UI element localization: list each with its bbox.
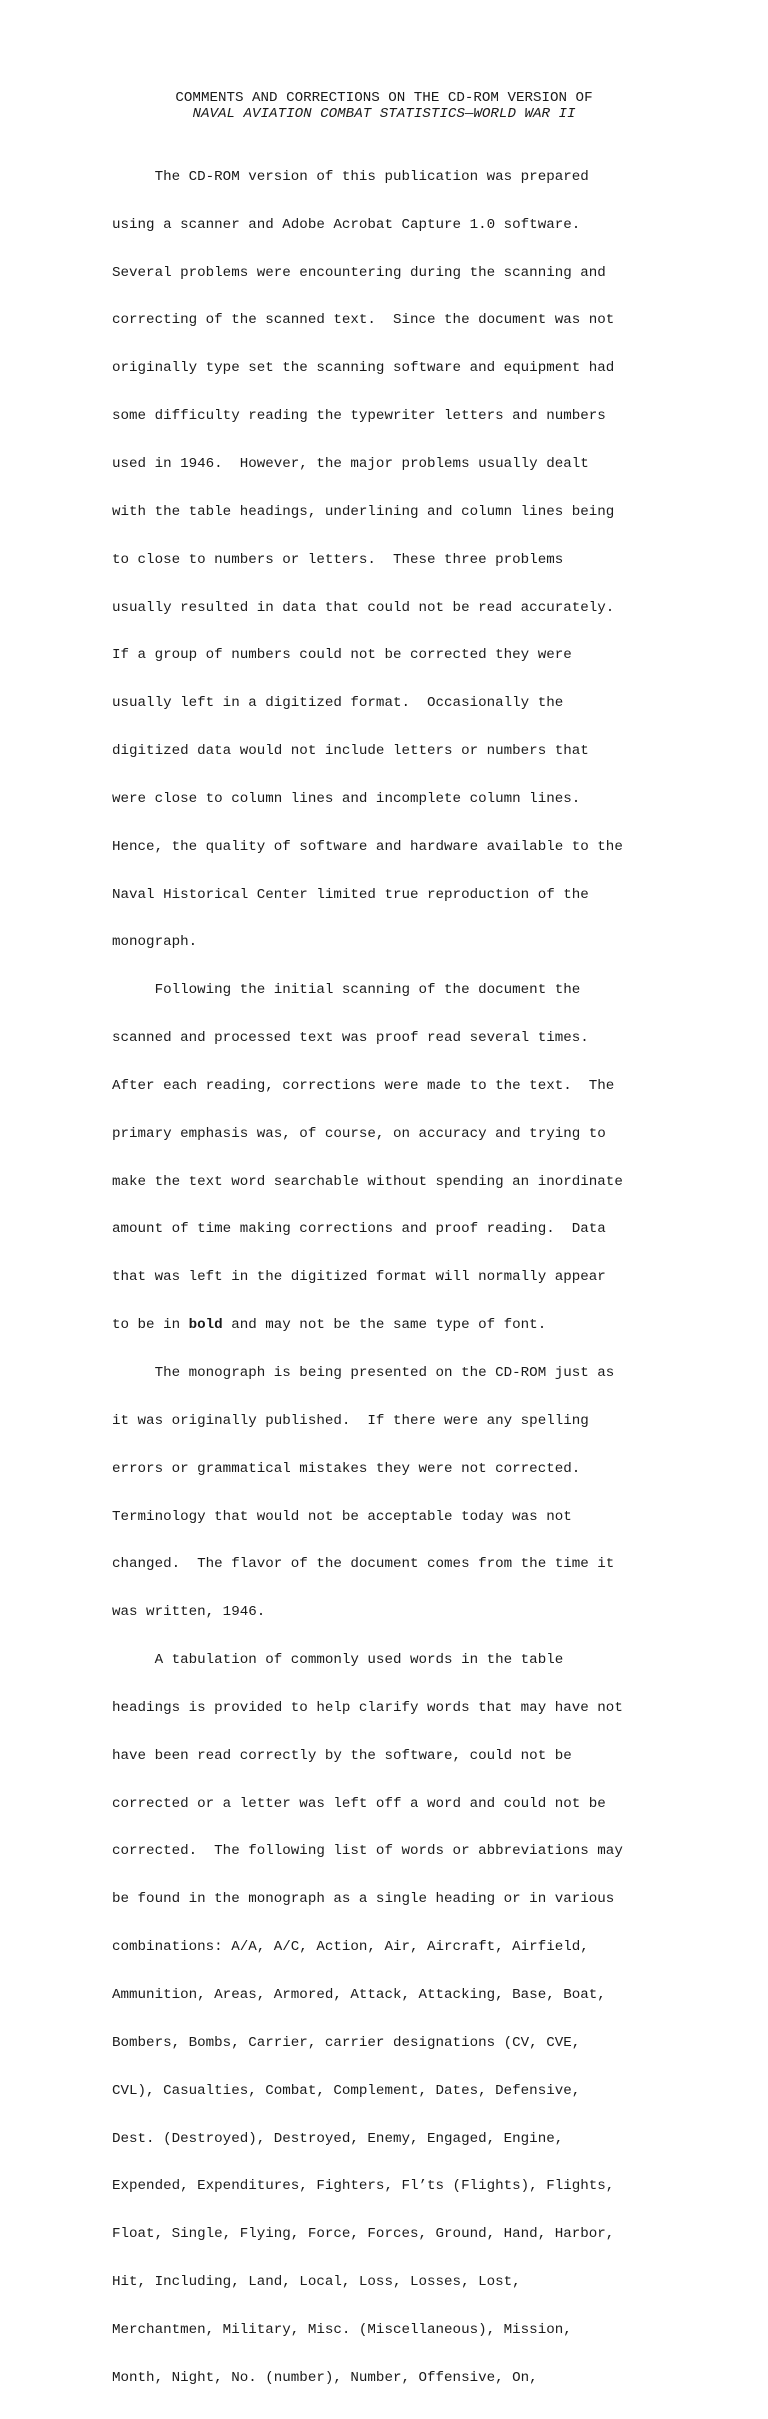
text-line: CVL), Casualties, Combat, Complement, Dates, Defensive, — [112, 2082, 581, 2099]
text-line: was written, 1946. — [112, 1604, 266, 1621]
text-line: were close to column lines and incomplete column lines. — [112, 790, 581, 807]
text-line: Dest. (Destroyed), Destroyed, Enemy, Engaged, Engine, — [112, 2130, 564, 2147]
bold-text-line — [112, 1318, 660, 1334]
text-line: headings is provided to help clarify words that may have not — [112, 1699, 623, 1716]
text-line: A tabulation of commonly used words in the table — [112, 1652, 564, 1669]
text-line: Following the initial scanning of the document the — [112, 982, 581, 999]
text-line: primary emphasis was, of course, on accuracy and trying to — [112, 1125, 606, 1142]
text-line: corrected. The following list of words or abbreviations may — [112, 1843, 623, 1860]
text-line: be found in the monograph as a single heading or in various — [112, 1891, 615, 1908]
text-line: errors or grammatical mistakes they were not corrected. — [112, 1460, 581, 1477]
text-line: used in 1946. However, the major problems usually dealt — [112, 455, 589, 472]
text-line: usually resulted in data that could not be read accurately. — [112, 599, 615, 616]
heading-line-1: COMMENTS AND CORRECTIONS ON THE CD-ROM VERSION OF — [175, 90, 593, 106]
text-line: with the table headings, underlining and column lines being — [112, 503, 615, 520]
text-line: make the text word searchable without spending an inordinate — [112, 1173, 623, 1190]
text-line: The CD-ROM version of this publication was prepared — [112, 168, 589, 185]
text-line: it was originally published. If there were any spelling — [112, 1412, 589, 1429]
text-line: Float, Single, Flying, Force, Forces, Ground, Hand, Harbor, — [112, 2226, 615, 2243]
text-line: The monograph is being presented on the CD-ROM just as — [112, 1365, 615, 1381]
document-heading — [112, 90, 656, 122]
text-line: Month, Night, No. (number), Number, Offensive, On, — [112, 2369, 538, 2386]
text-line: corrected or a letter was left off a word and could not be — [112, 1795, 606, 1812]
text-line: some difficulty reading the typewriter letters and numbers — [112, 408, 606, 425]
text-line: to close to numbers or letters. These three problems — [112, 551, 564, 568]
text-line: Expended, Expenditures, Fighters, Fl’ts (Flights), Flights, — [112, 2178, 615, 2195]
text-line: scanned and processed text was proof read several times. — [112, 1030, 589, 1047]
text-line: amount of time making corrections and proof reading. Data — [112, 1221, 606, 1238]
text-line: using a scanner and Adobe Acrobat Capture 1.0 software. — [112, 216, 581, 233]
text-line: correcting of the scanned text. Since the document was not — [112, 312, 615, 329]
bold-line-after: and may not be the same type of font. — [222, 1317, 547, 1334]
text-line: have been read correctly by the software, could not be — [112, 1747, 572, 1764]
text-line: monograph. — [112, 934, 198, 951]
heading-line-2: NAVAL AVIATION COMBAT STATISTICS—WORLD WAR II — [192, 106, 576, 122]
text-line: If a group of numbers could not be corrected they were — [112, 647, 572, 664]
text-line: changed. The flavor of the document comes from the time it — [112, 1556, 615, 1573]
text-line: Naval Historical Center limited true reproduction of the — [112, 886, 589, 903]
text-line: that was left in the digitized format will normally appear — [112, 1269, 606, 1286]
text-line: Ammunition, Areas, Armored, Attack, Attacking, Base, Boat, — [112, 1986, 606, 2003]
text-line: Merchantmen, Military, Misc. (Miscellaneous), Mission, — [112, 2321, 572, 2338]
text-line: Hit, Including, Land, Local, Loss, Losses, Lost, — [112, 2274, 521, 2291]
text-line: Hence, the quality of software and hardware available to the — [112, 838, 623, 855]
body-text — [112, 138, 660, 2419]
text-line: usually left in a digitized format. Occasionally the — [112, 695, 564, 712]
bold-line-before: to be in — [112, 1317, 189, 1334]
text-line: combinations: A/A, A/C, Action, Air, Aircraft, Airfield, — [112, 1939, 589, 1956]
text-line: After each reading, corrections were made to the text. The — [112, 1077, 615, 1094]
text-line: Several problems were encountering during the scanning and — [112, 264, 606, 281]
bold-word: bold — [188, 1317, 223, 1334]
text-line: digitized data would not include letters or numbers that — [112, 743, 589, 760]
text-line: originally type set the scanning software and equipment had — [112, 360, 615, 377]
text-line: Bombers, Bombs, Carrier, carrier designations (CV, CVE, — [112, 2034, 581, 2051]
text-line: Terminology that would not be acceptable today was not — [112, 1508, 572, 1525]
